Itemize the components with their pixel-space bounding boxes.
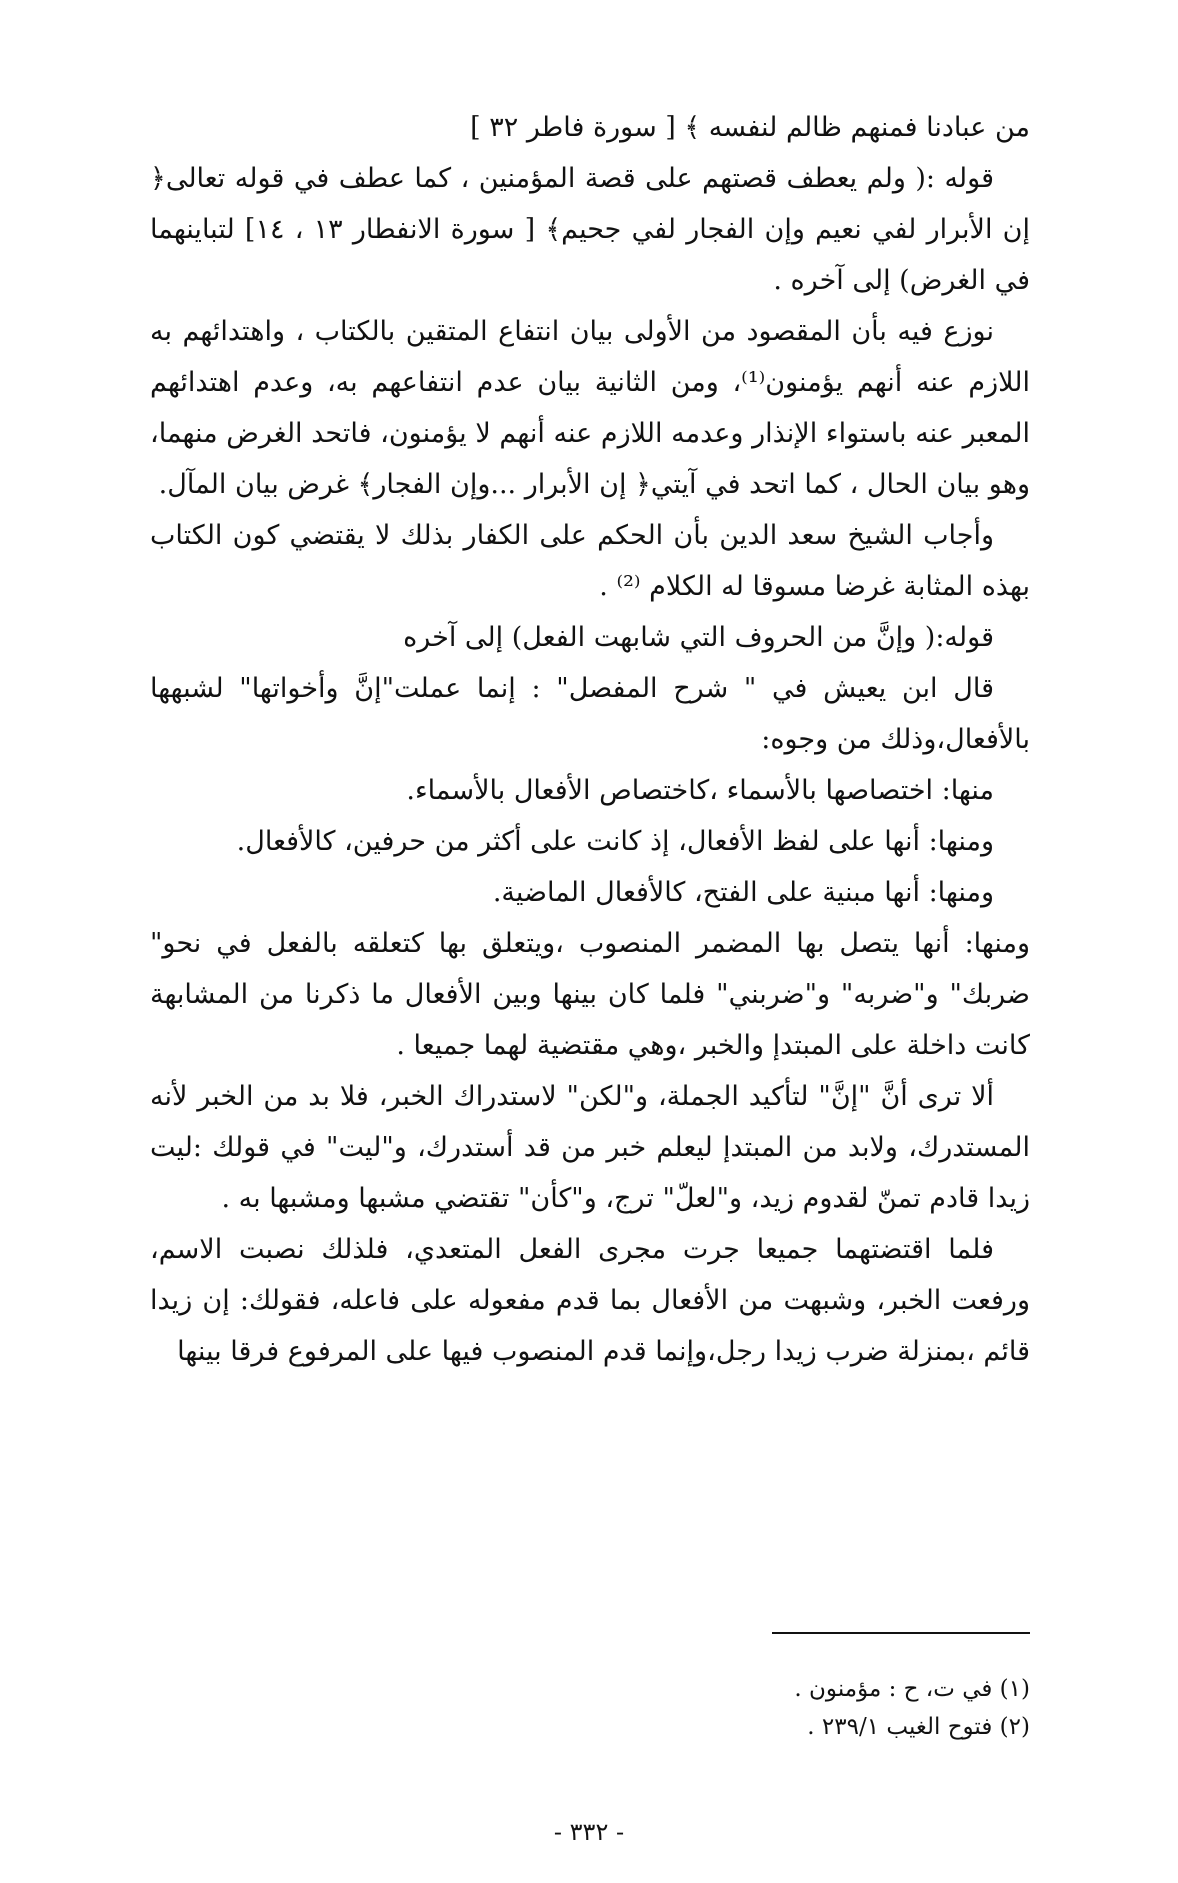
paragraph-saad-aldin-reply: وأجاب الشيخ سعد الدين بأن الحكم على الكفار بذلك لا يقتضي كون الكتاب بهذه المثابة غرضا مسوقا له الكلام ⁽²⁾ .	[150, 520, 1030, 602]
list-item-third-reason: ومنها: أنها مبنية على الفتح، كالأفعال الماضية.	[492, 877, 994, 908]
paragraph-qawluhu-2: قوله:( وإنَّ من الحروف التي شابهت الفعل) إلى آخره	[403, 622, 994, 653]
footnote-1: (١) في ت، ح : مؤمنون .	[794, 1676, 1030, 1702]
page-body	[150, 102, 1030, 1377]
paragraph-transitive-verb: فلما اقتضتهما جميعا جرت مجرى الفعل المتعدي، فلذلك نصبت الاسم، ورفعت الخبر، وشبهت من الأفعال بما قدم مفعوله على فاعله، فقولك: إن زيدا قائم ،بمنزلة ضرب زيدا رجل،وإنما قدم المنصوب فيها على المرفوع فرقا بينها	[150, 1234, 1030, 1367]
footnote-divider	[772, 1632, 1030, 1634]
footnote-2: (٢) فتوح الغيب ٢٣٩/١ .	[807, 1714, 1030, 1740]
list-item-second-reason: ومنها: أنها على لفظ الأفعال، إذ كانت على أكثر من حرفين، كالأفعال.	[236, 826, 994, 857]
paragraph-ibn-yaish: قال ابن يعيش في " شرح المفصل" : إنما عملت"إنَّ وأخواتها" لشبهها بالأفعال،وذلك من وجوه:	[150, 673, 1030, 755]
paragraph-objection: نوزع فيه بأن المقصود من الأولى بيان انتفاع المتقين بالكتاب ، واهتدائهم به اللازم عنه أنهم يؤمنون⁽¹⁾، ومن الثانية بيان عدم انتفاعهم به، وعدم اهتدائهم المعبر عنه باستواء الإنذار وعدمه اللازم عنه أنهم لا يؤمنون، فاتحد الغرض منهما، وهو بيان الحال ، كما اتحد في آيتي﴿ إن الأبرار ...وإن الفجار﴾ غرض بيان المآل.	[150, 316, 1030, 500]
paragraph-continuation: من عبادنا فمنهم ظالم لنفسه ﴾ [ سورة فاطر ٣٢ ]	[470, 112, 1030, 143]
list-item-first-reason: منها: اختصاصها بالأسماء ،كاختصاص الأفعال بالأسماء.	[406, 775, 994, 806]
paragraph-qawluhu-1: قوله :( ولم يعطف قصتهم على قصة المؤمنين ، كما عطف في قوله تعالى﴿ إن الأبرار لفي نعيم وإن الفجار لفي جحيم﴾ [ سورة الانفطار ١٣ ، ١٤] لتباينهما في الغرض) إلى آخره .	[150, 163, 1030, 296]
page-number: - ٣٣٢ -	[553, 1818, 625, 1846]
paragraph-inna-lakin: ألا ترى أنَّ "إنَّ" لتأكيد الجملة، و"لكن" لاستدراك الخبر، فلا بد من الخبر لأنه المستدرك، ولابد من المبتدإ ليعلم خبر من قد أستدرك، و"ليت" في قولك :ليت زيدا قادم تمنّ لقدوم زيد، و"لعلّ" ترج، و"كأن" تقتضي مشبها ومشبها به .	[150, 1081, 1030, 1214]
list-item-fourth-reason: ومنها: أنها يتصل بها المضمر المنصوب ،ويتعلق بها كتعلقه بالفعل في نحو" ضربك" و"ضربه" و"ضربني" فلما كان بينها وبين الأفعال ما ذكرنا من المشابهة كانت داخلة على المبتدإ والخبر ،وهي مقتضية لهما جميعا .	[150, 928, 1030, 1061]
footnotes	[430, 1670, 1030, 1746]
